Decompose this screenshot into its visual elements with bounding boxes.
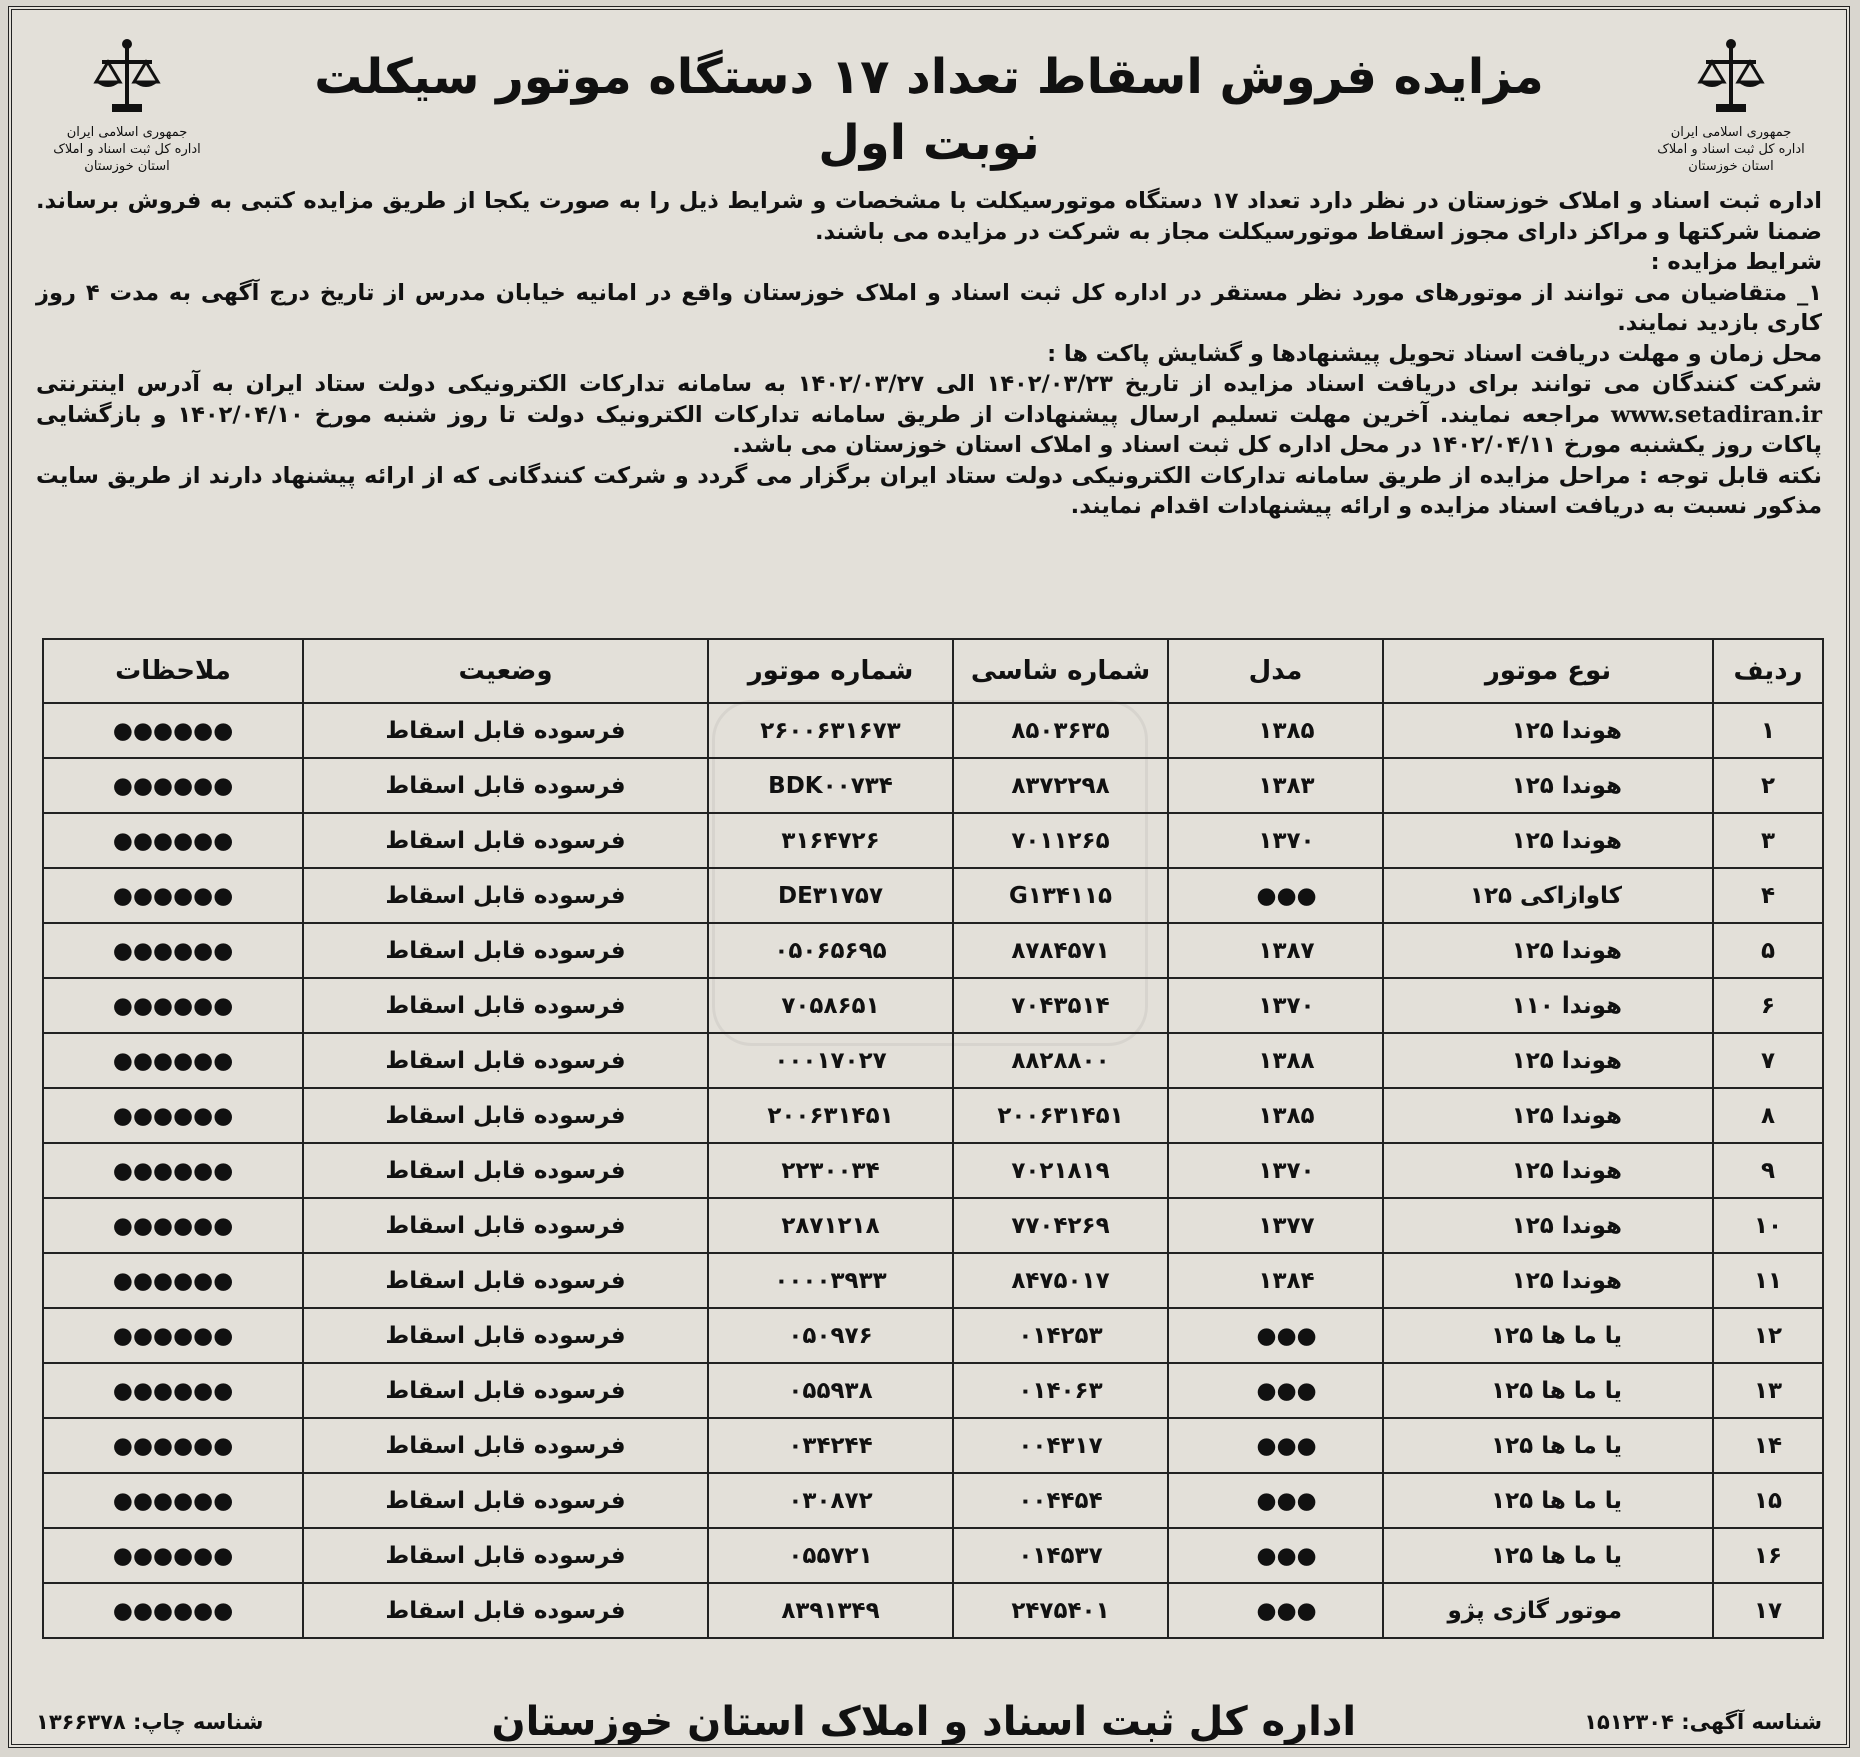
table-row (43, 1473, 1823, 1528)
cell-model: ۱۳۷۰ (1168, 813, 1383, 868)
cell-model: ●●● (1168, 1418, 1383, 1473)
cell-remarks: ●●●●●● (43, 1033, 303, 1088)
cell-remarks: ●●●●●● (43, 1088, 303, 1143)
cell-remarks: ●●●●●● (43, 1418, 303, 1473)
cell-engine-number: ۲۰۰۶۳۱۴۵۱ (708, 1088, 953, 1143)
table-row (43, 1308, 1823, 1363)
note-paragraph: نکته قابل توجه : مراحل مزایده از طریق سامانه تدارکات الکترونیکی دولت ستاد ایران برگزار می گردد و شرکت کنندگانی که از ارائه پیشنهاد دارند از طریق سایت مذکور نسبت به دریافت اسناد مزایده و ارائه پیشنهادات اقدام نمایند. (36, 462, 1822, 519)
table-header-row (43, 639, 1823, 703)
cell-status: فرسوده قابل اسقاط (303, 923, 708, 978)
cell-status: فرسوده قابل اسقاط (303, 1033, 708, 1088)
cell-chassis-number: ۰۱۴۰۶۳ (953, 1363, 1168, 1418)
cell-remarks: ●●●●●● (43, 758, 303, 813)
table-row (43, 1418, 1823, 1473)
emblem-left-line-2: اداره کل ثبت اسناد و املاک (53, 142, 201, 157)
cell-status: فرسوده قابل اسقاط (303, 1308, 708, 1363)
cell-model: ۱۳۷۰ (1168, 1143, 1383, 1198)
judiciary-emblem-icon (92, 38, 162, 118)
table-row (43, 1198, 1823, 1253)
cell-status: فرسوده قابل اسقاط (303, 1143, 708, 1198)
cell-model: ۱۳۸۴ (1168, 1253, 1383, 1308)
ad-footer (36, 1700, 1822, 1744)
emblem-right-line-3: استان خوزستان (1688, 159, 1774, 174)
table-row (43, 1253, 1823, 1308)
newspaper-ad (8, 6, 1850, 1748)
cell-motor-type: هوندا ۱۲۵ (1383, 1033, 1713, 1088)
cell-row-number: ۱۵ (1713, 1473, 1823, 1528)
website-link[interactable]: www.setadiran.ir (1611, 401, 1822, 428)
cell-engine-number: ۷۰۵۸۶۵۱ (708, 978, 953, 1033)
cell-status: فرسوده قابل اسقاط (303, 1528, 708, 1583)
time-text-2: مراجعه نمایند. آخرین مهلت تسلیم ارسال پیشنهادات از طریق سامانه تدارکات الکترونیک دولت تا روز شنبه مورخ ۱۴۰۲/۰۴/۱۰ و بازگشایی پاکات روز یکشنبه مورخ ۱۴۰۲/۰۴/۱۱ در محل اداره کل ثبت اسناد و املاک استان خوزستان می باشد. (36, 401, 1822, 458)
cell-remarks: ●●●●●● (43, 703, 303, 758)
table-row (43, 1143, 1823, 1198)
cell-model: ۱۳۷۰ (1168, 978, 1383, 1033)
cell-row-number: ۱۶ (1713, 1528, 1823, 1583)
col-status: وضعیت (303, 639, 708, 703)
cell-row-number: ۵ (1713, 923, 1823, 978)
table-row (43, 1528, 1823, 1583)
cell-chassis-number: ۰۱۴۵۳۷ (953, 1528, 1168, 1583)
cell-engine-number: ۲۸۷۱۲۱۸ (708, 1198, 953, 1253)
cell-row-number: ۱۰ (1713, 1198, 1823, 1253)
cell-motor-type: هوندا ۱۱۰ (1383, 978, 1713, 1033)
cell-status: فرسوده قابل اسقاط (303, 703, 708, 758)
cell-remarks: ●●●●●● (43, 1253, 303, 1308)
cell-chassis-number: ۷۷۰۴۲۶۹ (953, 1198, 1168, 1253)
cell-motor-type: موتور گازی پژو (1383, 1583, 1713, 1638)
table-row (43, 1088, 1823, 1143)
ad-body (36, 186, 1822, 522)
cell-status: فرسوده قابل اسقاط (303, 758, 708, 813)
cell-motor-type: هوندا ۱۲۵ (1383, 1198, 1713, 1253)
cell-status: فرسوده قابل اسقاط (303, 1473, 708, 1528)
cell-model: ●●● (1168, 1363, 1383, 1418)
cell-chassis-number: ۸۸۲۸۸۰۰ (953, 1033, 1168, 1088)
cell-engine-number: ۰۵۰۶۵۶۹۵ (708, 923, 953, 978)
cell-model: ۱۳۸۵ (1168, 1088, 1383, 1143)
cell-motor-type: یا ما ها ۱۲۵ (1383, 1473, 1713, 1528)
emblem-right-line-1: جمهوری اسلامی ایران (1670, 125, 1792, 140)
cell-model: ۱۳۸۳ (1168, 758, 1383, 813)
cell-remarks: ●●●●●● (43, 1528, 303, 1583)
cell-engine-number: ۸۳۹۱۳۴۹ (708, 1583, 953, 1638)
cell-row-number: ۹ (1713, 1143, 1823, 1198)
cell-engine-number: ۰۰۰۰۳۹۳۳ (708, 1253, 953, 1308)
table-row (43, 978, 1823, 1033)
cell-status: فرسوده قابل اسقاط (303, 868, 708, 923)
cell-row-number: ۷ (1713, 1033, 1823, 1088)
cell-remarks: ●●●●●● (43, 1583, 303, 1638)
cell-model: ۱۳۸۸ (1168, 1033, 1383, 1088)
cell-remarks: ●●●●●● (43, 813, 303, 868)
cell-chassis-number: ۰۰۴۳۱۷ (953, 1418, 1168, 1473)
cell-status: فرسوده قابل اسقاط (303, 1418, 708, 1473)
cell-remarks: ●●●●●● (43, 1473, 303, 1528)
cell-model: ۱۳۸۷ (1168, 923, 1383, 978)
table-row (43, 868, 1823, 923)
cell-model: ●●● (1168, 868, 1383, 923)
cell-chassis-number: ۷۰۴۳۵۱۴ (953, 978, 1168, 1033)
cell-chassis-number: ۷۰۲۱۸۱۹ (953, 1143, 1168, 1198)
cell-chassis-number: ۰۰۴۴۵۴ (953, 1473, 1168, 1528)
cell-model: ●●● (1168, 1473, 1383, 1528)
cell-chassis-number: ۷۰۱۱۲۶۵ (953, 813, 1168, 868)
cell-motor-type: هوندا ۱۲۵ (1383, 703, 1713, 758)
cell-motor-type: هوندا ۱۲۵ (1383, 1253, 1713, 1308)
cell-motor-type: هوندا ۱۲۵ (1383, 813, 1713, 868)
cell-status: فرسوده قابل اسقاط (303, 1088, 708, 1143)
cell-engine-number: ۰۵۰۹۷۶ (708, 1308, 953, 1363)
cell-engine-number: ۲۲۳۰۰۳۴ (708, 1143, 953, 1198)
cell-chassis-number: ۸۴۷۵۰۱۷ (953, 1253, 1168, 1308)
col-engine-number: شماره موتور (708, 639, 953, 703)
cell-motor-type: یا ما ها ۱۲۵ (1383, 1528, 1713, 1583)
time-paragraph (36, 369, 1822, 461)
cell-chassis-number: ۸۵۰۳۶۳۵ (953, 703, 1168, 758)
emblem-left (32, 38, 222, 175)
cell-status: فرسوده قابل اسقاط (303, 1583, 708, 1638)
cell-status: فرسوده قابل اسقاط (303, 813, 708, 868)
table-row (43, 758, 1823, 813)
time-text-1: شرکت کنندگان می توانند برای دریافت اسناد مزایده از تاریخ ۱۴۰۲/۰۳/۲۳ الی ۱۴۰۲/۰۳/۲۷ به سامانه تدارکات الکترونیکی دولت ستاد ایران به آدرس اینترنتی (36, 371, 1823, 397)
cell-row-number: ۲ (1713, 758, 1823, 813)
table-row (43, 1363, 1823, 1418)
ad-title (232, 48, 1626, 172)
cell-row-number: ۱۳ (1713, 1363, 1823, 1418)
cell-row-number: ۱۴ (1713, 1418, 1823, 1473)
judiciary-emblem-icon (1696, 38, 1766, 118)
cell-chassis-number: ۸۷۸۴۵۷۱ (953, 923, 1168, 978)
print-id: شناسه چاپ: ۱۳۶۶۳۷۸ (36, 1710, 264, 1734)
cell-engine-number: ۰۵۵۹۳۸ (708, 1363, 953, 1418)
cell-remarks: ●●●●●● (43, 1198, 303, 1253)
table-row (43, 1033, 1823, 1088)
col-model: مدل (1168, 639, 1383, 703)
col-motor-type: نوع موتور (1383, 639, 1713, 703)
cell-chassis-number: ۲۰۰۶۳۱۴۵۱ (953, 1088, 1168, 1143)
condition-1: ۱_ متقاضیان می توانند از موتورهای مورد نظر مستقر در اداره کل ثبت اسناد و املاک خوزستان واقع در امانیه خیابان مدرس از تاریخ درج آگهی به مدت ۴ روز کاری بازدید نمایند. (36, 279, 1822, 336)
cell-remarks: ●●●●●● (43, 978, 303, 1033)
cell-motor-type: هوندا ۱۲۵ (1383, 1143, 1713, 1198)
cell-motor-type: هوندا ۱۲۵ (1383, 758, 1713, 813)
cell-row-number: ۶ (1713, 978, 1823, 1033)
col-row-number: ردیف (1713, 639, 1823, 703)
col-chassis-number: شماره شاسی (953, 639, 1168, 703)
col-remarks: ملاحظات (43, 639, 303, 703)
cell-row-number: ۱۲ (1713, 1308, 1823, 1363)
cell-motor-type: کاوازاکی ۱۲۵ (1383, 868, 1713, 923)
cell-chassis-number: ۸۳۷۲۲۹۸ (953, 758, 1168, 813)
table-row (43, 1583, 1823, 1638)
cell-chassis-number: G۱۳۴۱۱۵ (953, 868, 1168, 923)
cell-motor-type: هوندا ۱۲۵ (1383, 923, 1713, 978)
cell-row-number: ۴ (1713, 868, 1823, 923)
footer-organization: اداره کل ثبت اسناد و املاک استان خوزستان (491, 1699, 1357, 1745)
cell-engine-number: DE۳۱۷۵۷ (708, 868, 953, 923)
cell-status: فرسوده قابل اسقاط (303, 1363, 708, 1418)
ad-id: شناسه آگهی: ۱۵۱۲۳۰۴ (1584, 1710, 1822, 1734)
intro-paragraph: اداره ثبت اسناد و املاک خوزستان در نظر دارد تعداد ۱۷ دستگاه موتورسیکلت با مشخصات و شرایط ذیل را به صورت یکجا از طریق مزایده کتبی به فروش برساند. ضمنا شرکتها و مراکز دارای مجوز اسقاط موتورسیکلت مجاز به شرکت در مزایده می باشند. (36, 188, 1822, 245)
cell-row-number: ۱۷ (1713, 1583, 1823, 1638)
title-round: نوبت اول (818, 115, 1040, 171)
conditions-heading: شرایط مزایده : (1650, 249, 1822, 275)
cell-model: ●●● (1168, 1308, 1383, 1363)
emblem-right-line-2: اداره کل ثبت اسناد و املاک (1657, 142, 1805, 157)
cell-motor-type: یا ما ها ۱۲۵ (1383, 1418, 1713, 1473)
table-row (43, 813, 1823, 868)
time-heading: محل زمان و مهلت دریافت اسناد تحویل پیشنهادها و گشایش پاکت ها : (1047, 340, 1822, 367)
cell-status: فرسوده قابل اسقاط (303, 978, 708, 1033)
cell-chassis-number: ۲۴۷۵۴۰۱ (953, 1583, 1168, 1638)
cell-model: ۱۳۸۵ (1168, 703, 1383, 758)
cell-engine-number: ۰۳۰۸۷۲ (708, 1473, 953, 1528)
cell-model: ۱۳۷۷ (1168, 1198, 1383, 1253)
table-row (43, 923, 1823, 978)
emblem-right (1636, 38, 1826, 175)
cell-remarks: ●●●●●● (43, 1143, 303, 1198)
emblem-left-line-1: جمهوری اسلامی ایران (66, 125, 188, 140)
cell-motor-type: یا ما ها ۱۲۵ (1383, 1363, 1713, 1418)
cell-engine-number: ۰۰۰۱۷۰۲۷ (708, 1033, 953, 1088)
cell-status: فرسوده قابل اسقاط (303, 1253, 708, 1308)
cell-motor-type: هوندا ۱۲۵ (1383, 1088, 1713, 1143)
title-main: مزایده فروش اسقاط تعداد ۱۷ دستگاه موتور سیکلت (314, 49, 1544, 105)
cell-model: ●●● (1168, 1528, 1383, 1583)
motorcycle-table (42, 638, 1824, 1639)
cell-engine-number: ۲۶۰۰۶۳۱۶۷۳ (708, 703, 953, 758)
cell-engine-number: ۰۳۴۲۴۴ (708, 1418, 953, 1473)
cell-remarks: ●●●●●● (43, 868, 303, 923)
emblem-left-line-3: استان خوزستان (84, 159, 170, 174)
cell-status: فرسوده قابل اسقاط (303, 1198, 708, 1253)
cell-remarks: ●●●●●● (43, 1308, 303, 1363)
table-row (43, 703, 1823, 758)
cell-row-number: ۳ (1713, 813, 1823, 868)
cell-engine-number: ۰۵۵۷۲۱ (708, 1528, 953, 1583)
cell-engine-number: BDK۰۰۷۳۴ (708, 758, 953, 813)
cell-row-number: ۸ (1713, 1088, 1823, 1143)
cell-remarks: ●●●●●● (43, 923, 303, 978)
cell-remarks: ●●●●●● (43, 1363, 303, 1418)
cell-motor-type: یا ما ها ۱۲۵ (1383, 1308, 1713, 1363)
cell-row-number: ۱ (1713, 703, 1823, 758)
cell-model: ●●● (1168, 1583, 1383, 1638)
cell-chassis-number: ۰۱۴۲۵۳ (953, 1308, 1168, 1363)
cell-engine-number: ۳۱۶۴۷۲۶ (708, 813, 953, 868)
cell-row-number: ۱۱ (1713, 1253, 1823, 1308)
